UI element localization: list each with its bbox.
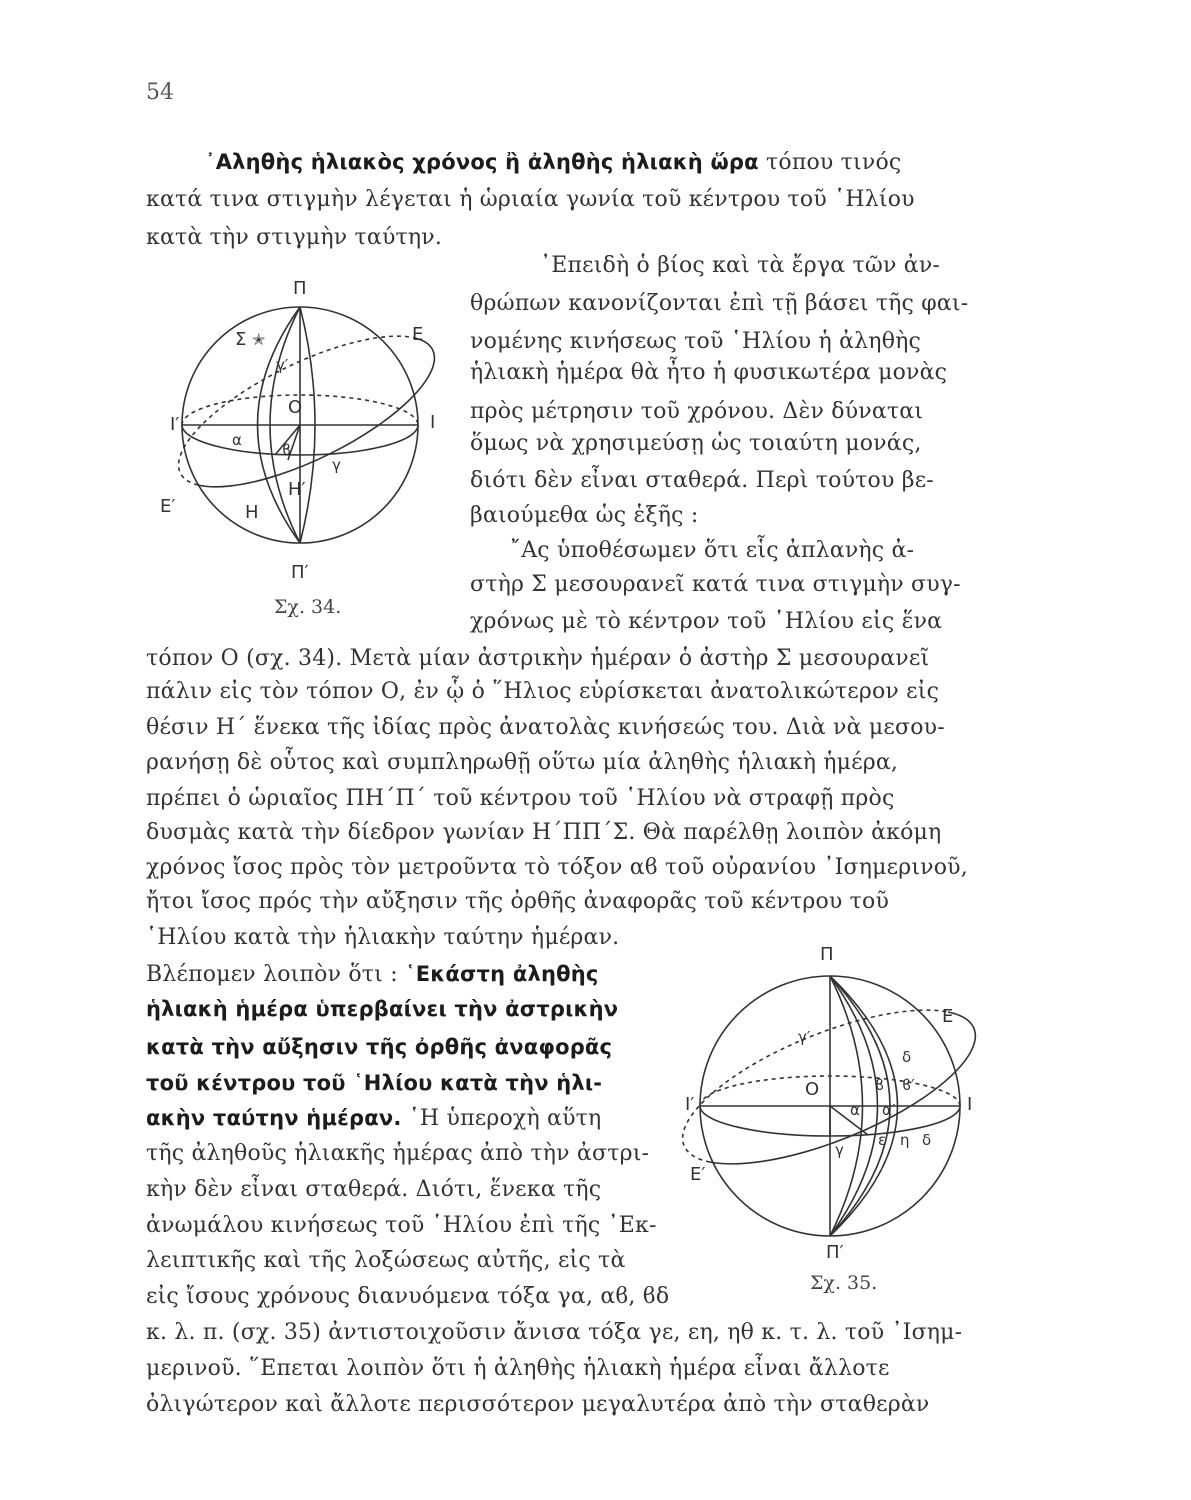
label-gamma-prime: γ′ [276, 356, 289, 374]
text-line: ῎Ας ὑποθέσωμεν ὅτι εἷς ἀπλανὴς ἀ- [510, 538, 915, 563]
label-delta-lower: δ [922, 1131, 932, 1149]
figure-35-celestial-sphere [680, 930, 990, 1270]
label-P: Π [293, 278, 307, 299]
bold-statement: ακὴν ταύτην ἡμέραν. [146, 1106, 402, 1130]
label-I: Ι [967, 1094, 973, 1115]
text-line: χρόνος ἴσος πρὸς τὸν μετροῦντα τὸ τόξον αϐ τοῦ οὐρανίου ᾿Ισημερινοῦ, [146, 855, 968, 880]
label-E: Ε [412, 324, 424, 345]
text-line: θρώπων κανονίζονται ἐπὶ τῇ βάσει τῆς φαι- [470, 291, 969, 316]
text-line: κατά τινα στιγμὴν λέγεται ἡ ὡριαία γωνία τοῦ κέντρου τοῦ ῾Ηλίου [146, 187, 915, 212]
figure-34-celestial-sphere [160, 250, 450, 590]
text-line: κὴν δὲν εἶναι σταθερά. Διότι, ἕνεκα τῆς [146, 1177, 602, 1202]
text-line: διότι δὲν εἶναι σταθερά. Περὶ τούτου βε- [470, 468, 934, 493]
label-H: Η [245, 502, 259, 523]
label-epsilon: ε [878, 1131, 887, 1149]
text-line: ἀνωμάλου κινήσεως τοῦ ῾Ηλίου ἐπὶ τῆς ᾿Εκ- [146, 1213, 657, 1238]
text-line: θέσιν Η΄ ἕνεκα τῆς ἰδίας πρὸς ἀνατολὰς κινήσεώς του. Διὰ νὰ μεσου- [146, 715, 945, 740]
text-line: τῆς ἀληθοῦς ἡλιακῆς ἡμέρας ἀπὸ τὴν ἀστρι- [146, 1141, 650, 1166]
label-sigma: Σ [235, 329, 247, 350]
text-line [146, 1102, 601, 1135]
text-line: κ. λ. π. (σχ. 35) ἀντιστοιχοῦσιν ἄνισα τόξα γε, εη, ηθ κ. τ. λ. τοῦ ᾿Ισημ- [146, 1320, 963, 1345]
text-line: ὅμως νὰ χρησιμεύσῃ ὡς τοιαύτη μονάς, [470, 431, 922, 456]
label-I-prime: Ι′ [685, 1094, 695, 1115]
text-line: ὀλιγώτερον καὶ ἄλλοτε περισσότερον μεγαλυτέρα ἀπὸ τὴν σταθερὰν [146, 1392, 930, 1417]
label-I: Ι [430, 412, 436, 433]
text-line: δυσμὰς κατὰ τὴν δίεδρον γωνίαν Η΄ΠΠ΄Σ. Θὰ παρέλθῃ λοιπὸν ἀκόμη [146, 820, 942, 845]
label-P-prime: Π′ [826, 1242, 844, 1263]
text-line: μερινοῦ. ῞Επεται λοιπὸν ὅτι ἡ ἀληθὴς ἡλιακὴ ἡμέρα εἶναι ἄλλοτε [146, 1356, 890, 1381]
text-span: Βλέπομεν λοιπὸν ὅτι : [146, 962, 398, 987]
text-line: ῾Ηλίου κατὰ τὴν ἡλιακὴν ταύτην ἡμέραν. [146, 925, 620, 950]
label-O: Ο [288, 397, 303, 418]
text-span: τόπου τινός [766, 150, 902, 175]
label-beta: ϐ [875, 1076, 885, 1094]
label-eta: η [900, 1131, 910, 1149]
label-gamma: γ [835, 1141, 844, 1159]
label-beta: ϐ [282, 441, 292, 459]
label-gamma: γ [332, 456, 341, 474]
label-delta-upper: δ [902, 1048, 912, 1066]
bold-statement: ῾Εκάστη ἀληθὴς [405, 962, 599, 986]
label-E: Ε [942, 1006, 954, 1027]
text-line: λειπτικῆς καὶ τῆς λοξώσεως αὐτῆς, εἰς τὰ [146, 1248, 626, 1273]
star-icon: ✭ [252, 330, 266, 349]
text-line: ἤτοι ἴσος πρός τὴν αὔξησιν τῆς ὀρθῆς ἀναφορᾶς τοῦ κέντρου τοῦ [146, 889, 890, 914]
label-O: Ο [805, 1079, 820, 1100]
text-line: βαιούμεθα ὡς ἑξῆς : [470, 503, 699, 528]
label-gamma-prime: γ′ [798, 1028, 811, 1046]
label-P-prime: Π′ [291, 562, 309, 583]
bold-statement: τοῦ κέντρου τοῦ ῾Ηλίου κατὰ τὴν ἡλι- [146, 1071, 603, 1095]
text-line [205, 146, 901, 179]
text-line: στὴρ Σ μεσουρανεῖ κατά τινα στιγμὴν συγ- [470, 572, 961, 597]
text-line: νομένης κινήσεως τοῦ ῾Ηλίου ἡ ἀληθὴς [470, 329, 922, 354]
figure-34-caption: Σχ. 34. [274, 596, 342, 618]
label-P: Π [820, 944, 834, 965]
figure-35-caption: Σχ. 35. [810, 1272, 878, 1294]
text-line: ἡλιακὴ ἡμέρα θὰ ἦτο ἡ φυσικωτέρα μονὰς [470, 360, 948, 385]
label-alpha: α [850, 1101, 860, 1119]
label-alpha: α [232, 431, 242, 449]
text-line: πρέπει ὁ ὡριαῖος ΠΗ΄Π΄ τοῦ κέντρου τοῦ ῾Ηλίου νὰ στραφῇ πρὸς [146, 786, 895, 811]
bold-definition: ᾿Αληθὴς ἡλιακὸς χρόνος ἢ ἀληθὴς ἡλιακὴ ὥρα [205, 150, 759, 174]
label-E-prime: Ε′ [160, 496, 176, 517]
label-I-prime: Ι′ [170, 414, 180, 435]
text-line: εἰς ἴσους χρόνους διανυόμενα τόξα γα, αϐ, ϐδ [146, 1284, 670, 1309]
text-line: πρὸς μέτρησιν τοῦ χρόνου. Δὲν δύναται [470, 399, 924, 424]
text-line: ᾿Επειδὴ ὁ βίος καὶ τὰ ἔργα τῶν ἀν- [540, 253, 941, 278]
text-line [146, 958, 599, 991]
label-alpha-prime: α′ [882, 1101, 896, 1119]
text-line: ρανήσῃ δὲ οὗτος καὶ συμπληρωθῇ οὕτω μία ἀληθὴς ἡλιακὴ ἡμέρα, [146, 750, 899, 775]
page-number: 54 [146, 80, 174, 105]
text-line: πάλιν εἰς τὸν τόπον Ο, ἐν ᾧ ὁ ῞Ηλιος εὑρίσκεται ἀνατολικώτερον εἰς [146, 679, 940, 704]
text-span: ῾Η ὑπεροχὴ αὕτη [408, 1106, 602, 1131]
label-H-prime: Η′ [288, 479, 306, 500]
text-line: τόπον Ο (σχ. 34). Μετὰ μίαν ἀστρικὴν ἡμέραν ὁ ἀστὴρ Σ μεσουρανεῖ [146, 646, 930, 671]
label-beta-prime: ϐ′ [902, 1076, 915, 1094]
label-E-prime: Ε′ [690, 1164, 706, 1185]
bold-statement: κατὰ τὴν αὔξησιν τῆς ὀρθῆς ἀναφορᾶς [146, 1035, 613, 1059]
bold-statement: ἡλιακὴ ἡμέρα ὑπερβαίνει τὴν ἀστρικὴν [146, 997, 619, 1021]
text-line: χρόνως μὲ τὸ κέντρον τοῦ ῾Ηλίου εἰς ἕνα [470, 609, 943, 634]
text-line: κατὰ τὴν στιγμὴν ταύτην. [146, 225, 443, 250]
